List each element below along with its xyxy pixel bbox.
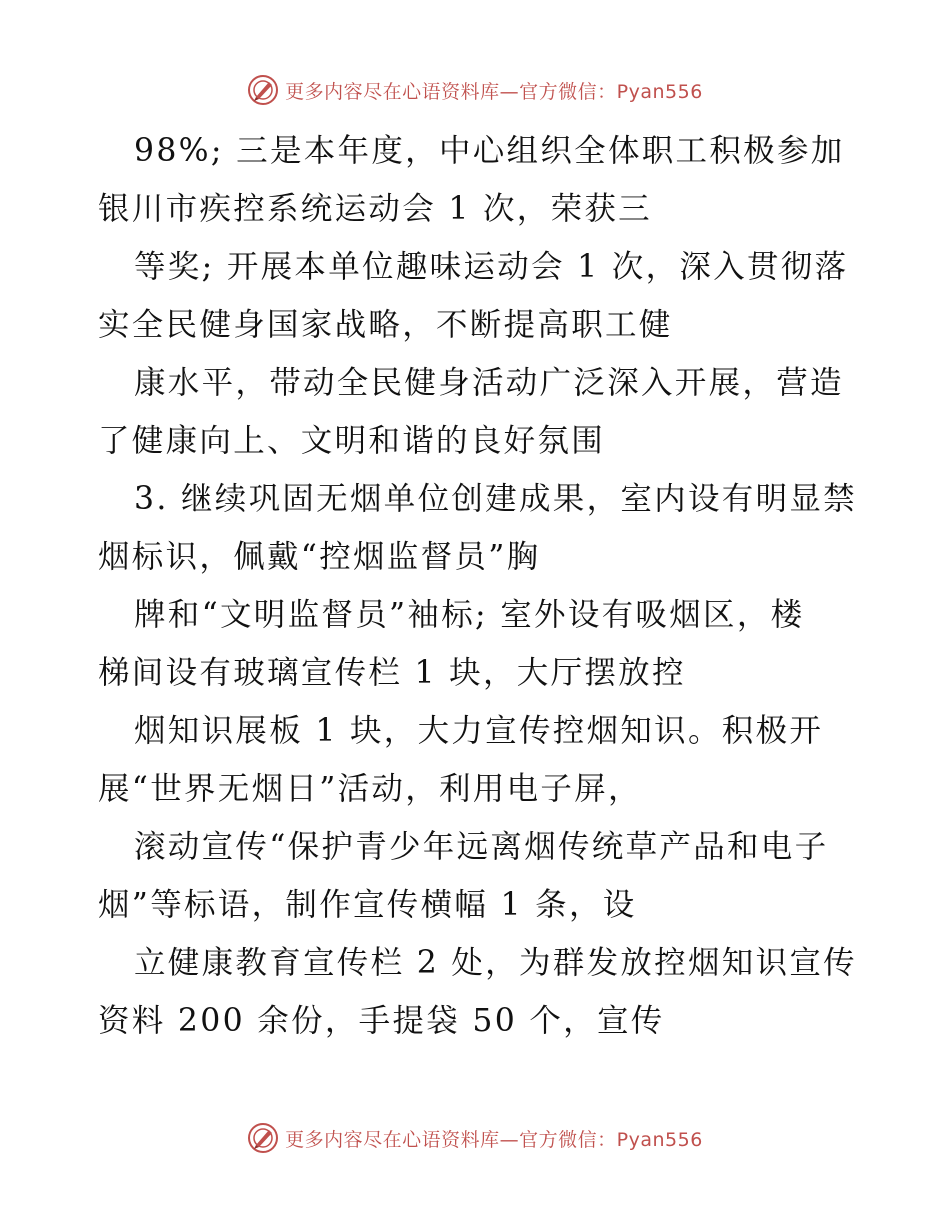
text-line: 3. 继续巩固无烟单位创建成果，室内设有明显禁: [134, 481, 857, 517]
text-line: 实全民健身国家战略，不断提高职工健: [98, 307, 673, 343]
text-line: 等奖; 开展本单位趣味运动会 1 次，深入贯彻落: [134, 249, 849, 285]
text-line: 烟知识展板 1 块，大力宣传控烟知识。积极开: [134, 713, 824, 749]
text-line: 滚动宣传“保护青少年远离烟传统草产品和电子: [134, 829, 829, 865]
text-line: 立健康教育宣传栏 2 处，为群发放控烟知识宣传: [134, 945, 857, 981]
footer-banner-text: 更多内容尽在心语资料库—官方微信：Pyan556: [285, 1128, 703, 1151]
text-line: 银川市疾控系统运动会 1 次，荣获三: [98, 191, 652, 227]
footer-banner: [0, 1118, 950, 1158]
header-banner-text: 更多内容尽在心语资料库—官方微信：Pyan556: [285, 80, 703, 103]
text-line: 了健康向上、文明和谐的良好氛围: [98, 423, 606, 459]
text-line: 烟”等标语，制作宣传横幅 1 条，设: [98, 887, 637, 923]
text-line: 牌和“文明监督员”袖标; 室外设有吸烟区，楼: [134, 597, 805, 633]
text-line: 康水平，带动全民健身活动广泛深入开展，营造: [134, 365, 844, 401]
text-line: 资料 200 余份，手提袋 50 个，宣传: [98, 1003, 665, 1039]
header-banner: [0, 70, 950, 110]
text-line: 98%; 三是本年度，中心组织全体职工积极参加: [134, 133, 845, 169]
text-line: 梯间设有玻璃宣传栏 1 块，大厅摆放控: [98, 655, 686, 691]
logo-icon: [247, 74, 279, 106]
text-line: 展“世界无烟日”活动，利用电子屏，: [98, 771, 642, 807]
document-body: [98, 122, 868, 1050]
logo-icon: [247, 1122, 279, 1154]
text-line: 烟标识，佩戴“控烟监督员”胸: [98, 539, 541, 575]
